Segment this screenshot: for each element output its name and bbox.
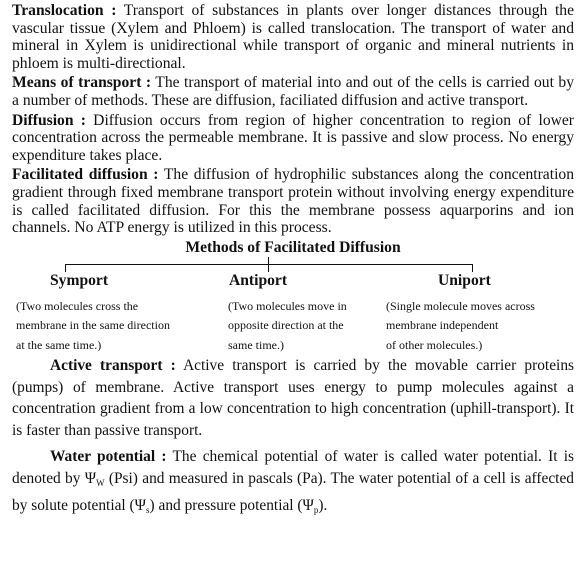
subscript-s: s — [146, 504, 150, 515]
symport-heading: Symport — [50, 271, 109, 289]
term-facilitated-diffusion: Facilitated diffusion : — [12, 166, 159, 184]
subscript-p: p — [313, 504, 319, 515]
diagram-connector-top — [268, 257, 269, 264]
term-translocation: Translocation : — [12, 2, 117, 19]
paragraph-means-of-transport — [12, 74, 574, 109]
body-water-potential-2: (Psi) and measured in pascals (Pa). The water potential of a cell is affected by solute potential (Ψ — [12, 469, 574, 514]
antiport-heading: Antiport — [229, 271, 288, 289]
symport-desc-line: at the same time.) — [16, 337, 102, 352]
diagram-title: Methods of Facilitated Diffusion — [185, 238, 401, 256]
diagram-tick-uniport — [472, 264, 473, 272]
body-water-potential-4: ). — [318, 496, 328, 514]
body-water-potential-1: The chemical potential of water is called water potential. It is denoted by Ψ — [12, 447, 574, 487]
term-diffusion: Diffusion : — [12, 111, 86, 129]
body-active-transport: Active transport is carried by the movable carrier proteins (pumps) of membrane. Active transport uses energy to pump molecules against a concentration gradient from a low concentration to high concentration (uphill-transport). It is faster than passive transport. — [12, 356, 574, 440]
uniport-desc-line: membrane independent — [386, 318, 499, 333]
symport-desc-line: membrane in the same direction — [16, 318, 170, 333]
body-water-potential-3: ) and pressure potential (Ψ — [149, 496, 314, 514]
paragraph-translocation — [12, 2, 574, 72]
paragraph-facilitated-diffusion — [12, 166, 574, 236]
uniport-heading: Uniport — [438, 271, 491, 289]
symport-desc-line: (Two molecules cross the — [16, 298, 139, 313]
term-active-transport: Active transport : — [50, 356, 176, 374]
document-page — [12, 2, 574, 521]
diagram-tick-symport — [65, 264, 66, 272]
antiport-desc-line: opposite direction at the — [228, 318, 344, 333]
term-water-potential: Water potential : — [50, 447, 167, 465]
paragraph-active-transport — [12, 355, 574, 442]
antiport-description — [228, 297, 347, 356]
body-diffusion: Diffusion occurs from region of higher concentration to region of lower concentration across the permeable membrane. It is passive and slow process. No energy expenditure takes place. — [12, 111, 574, 164]
symport-description — [16, 297, 170, 356]
antiport-desc-line: same time.) — [228, 337, 284, 352]
subscript-w: W — [96, 477, 105, 488]
uniport-description — [386, 297, 535, 356]
paragraph-diffusion — [12, 112, 574, 165]
diagram-tick-antiport — [268, 264, 269, 272]
uniport-desc-line: (Single molecule moves across — [386, 298, 535, 313]
paragraph-water-potential — [12, 446, 574, 521]
facilitated-diffusion-diagram — [12, 239, 574, 351]
uniport-desc-line: of other molecules.) — [386, 337, 483, 352]
body-facilitated-diffusion: The diffusion of hydrophilic substances along the concentration gradient through fixed membrane transport protein without involving energy expenditure is called facilitated diffusion. For this the membrane possess aquarporins and ion channels. No ATP energy is utilized in this process. — [12, 166, 574, 237]
body-translocation: Transport of substances in plants over longer distances through the vascular tissue (Xylem and Phloem) is called translocation. The transport of water and mineral in Xylem is unidirectional while transport of organic and mineral nutrients in phloem is multi-directional. — [12, 2, 574, 72]
antiport-desc-line: (Two molecules move in — [228, 298, 347, 313]
term-means-of-transport: Means of transport : — [12, 74, 152, 92]
body-means-of-transport: The transport of material into and out of the cells is carried out by a number of methods. These are diffusion, faciliated diffusion and active transport. — [12, 74, 575, 109]
